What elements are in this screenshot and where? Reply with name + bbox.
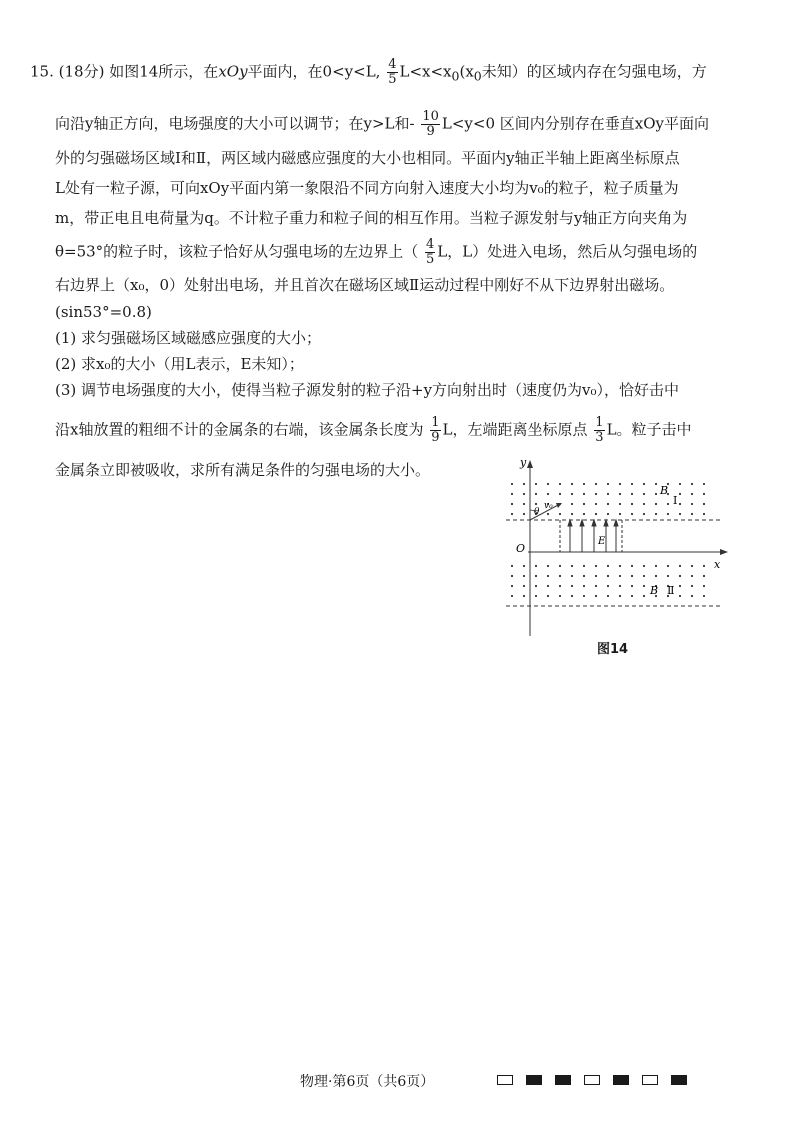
field-dot	[667, 575, 669, 577]
field-dot	[655, 565, 657, 567]
question-2: (2) 求x₀的大小（用L表示，E未知）；	[55, 355, 304, 373]
field-dot	[619, 483, 621, 485]
field-dot	[559, 585, 561, 587]
region-1-field-label: B	[660, 484, 669, 497]
text-segment: 如图14所示，在	[109, 62, 219, 81]
fraction-4-5-b	[425, 238, 435, 267]
electric-field-label: E	[598, 536, 606, 547]
region-2-label: Ⅱ	[667, 584, 675, 597]
field-dot	[583, 565, 585, 567]
scan-mark	[526, 1075, 542, 1085]
text-segment: (x	[459, 62, 474, 81]
fraction-1-9	[430, 416, 440, 445]
field-dot	[619, 503, 621, 505]
field-dot	[571, 503, 573, 505]
field-dot	[571, 575, 573, 577]
field-dot	[571, 585, 573, 587]
field-dot	[535, 585, 537, 587]
field-dot	[619, 595, 621, 597]
figure-caption: 图14	[597, 642, 629, 657]
fraction-denominator: 9	[426, 124, 435, 139]
field-dot	[631, 565, 633, 567]
field-dot	[511, 483, 513, 485]
fraction-denominator: 5	[388, 72, 397, 87]
field-dot	[583, 585, 585, 587]
field-dot	[559, 483, 561, 485]
field-dot	[631, 503, 633, 505]
field-dot	[619, 585, 621, 587]
field-dot	[607, 585, 609, 587]
field-dot	[583, 595, 585, 597]
field-dot	[679, 575, 681, 577]
field-dot	[691, 595, 693, 597]
text-segment: L。粒子击中	[606, 420, 692, 439]
scan-marks	[497, 1075, 687, 1085]
velocity-label: v₀	[544, 501, 553, 511]
text-segment: 平面内，在0<y<L,	[247, 62, 381, 81]
field-dot	[595, 585, 597, 587]
fraction-10-9	[421, 110, 440, 139]
field-dot	[595, 513, 597, 515]
problem-line-4: L处有一粒子源，可向xOy平面内第一象限沿不同方向射入速度大小均为v₀的粒子，粒子质量为	[55, 179, 679, 197]
field-dot	[547, 585, 549, 587]
field-dot	[655, 513, 657, 515]
fraction-denominator: 3	[595, 430, 604, 445]
scan-mark	[497, 1075, 513, 1085]
field-dot	[667, 565, 669, 567]
text-segment: 未知）的区域内存在匀强电场，方	[481, 62, 707, 81]
field-dot	[523, 565, 525, 567]
field-dot	[523, 595, 525, 597]
field-dot	[523, 585, 525, 587]
field-dot	[559, 595, 561, 597]
problem-line-7: 右边界上（x₀，0）处射出电场，并且首次在磁场区域Ⅱ运动过程中刚好不从下边界射出磁场。	[55, 276, 675, 294]
problem-number: 15.	[30, 62, 54, 81]
field-dot	[643, 503, 645, 505]
field-dot	[619, 565, 621, 567]
text-segment: 向沿y轴正方向，电场强度的大小可以调节；在y>L和-	[55, 114, 415, 133]
fraction-denominator: 9	[431, 430, 440, 445]
field-dot	[619, 513, 621, 515]
field-dot	[631, 513, 633, 515]
text-segment: L，左端距离坐标原点	[442, 420, 588, 439]
fraction-numerator: 1	[431, 415, 440, 430]
field-dot	[619, 493, 621, 495]
field-dot	[643, 513, 645, 515]
field-dot	[595, 575, 597, 577]
problem-line-8: (sin53°=0.8)	[55, 303, 152, 321]
field-dot	[571, 595, 573, 597]
field-dot	[703, 575, 705, 577]
field-dot	[511, 503, 513, 505]
field-dot	[535, 565, 537, 567]
question-3-line-2	[55, 416, 692, 445]
fraction-numerator: 10	[422, 109, 439, 124]
field-dot	[535, 503, 537, 505]
field-dot	[583, 493, 585, 495]
x-axis-arrow	[720, 549, 728, 555]
scan-mark	[584, 1075, 600, 1085]
field-dot	[607, 513, 609, 515]
page-footer	[0, 1071, 800, 1095]
field-dot	[607, 503, 609, 505]
text-segment: θ=53°的粒子时，该粒子恰好从匀强电场的左边界上（	[55, 242, 419, 261]
field-dot	[631, 493, 633, 495]
field-dot	[571, 513, 573, 515]
field-dot	[691, 483, 693, 485]
field-dot	[607, 483, 609, 485]
problem-line-1	[30, 58, 707, 87]
fraction-4-5	[387, 58, 397, 87]
field-dot	[535, 483, 537, 485]
problem-line-5: m，带正电且电荷量为q。不计粒子重力和粒子间的相互作用。当粒子源发射与y轴正方向夹角为	[55, 209, 688, 227]
field-dot	[703, 503, 705, 505]
problem-line-6	[55, 238, 697, 267]
field-dot	[679, 483, 681, 485]
field-dot	[523, 575, 525, 577]
field-dot	[631, 595, 633, 597]
page-number-text: 物理·第6页（共6页）	[300, 1074, 435, 1090]
field-dot	[667, 503, 669, 505]
field-dot	[511, 585, 513, 587]
question-3-line-3: 金属条立即被吸收，求所有满足条件的匀强电场的大小。	[55, 461, 431, 479]
field-dot	[643, 585, 645, 587]
fraction-numerator: 4	[425, 237, 435, 252]
field-dot	[607, 565, 609, 567]
field-dot	[691, 493, 693, 495]
field-dot	[631, 575, 633, 577]
field-dot	[619, 575, 621, 577]
subscript: 0	[451, 68, 460, 84]
region-2-field-label: B	[650, 584, 659, 597]
field-dot	[583, 503, 585, 505]
field-dot	[583, 513, 585, 515]
field-dot	[571, 565, 573, 567]
field-dot	[595, 595, 597, 597]
field-dot	[571, 493, 573, 495]
scan-mark	[613, 1075, 629, 1085]
field-dot	[655, 493, 657, 495]
angle-label: θ	[534, 507, 540, 517]
field-dot	[535, 575, 537, 577]
field-dot	[631, 483, 633, 485]
field-dot	[679, 595, 681, 597]
field-dot	[679, 513, 681, 515]
question-3-line-1: (3) 调节电场强度的大小，使得当粒子源发射的粒子沿+y方向射出时（速度仍为v₀），恰好击中	[55, 381, 680, 399]
field-dot	[595, 503, 597, 505]
field-dot	[643, 575, 645, 577]
subscript: 0	[473, 68, 482, 84]
field-dot	[691, 585, 693, 587]
text-segment: xOy	[218, 62, 248, 81]
field-dot	[607, 575, 609, 577]
field-dot	[679, 503, 681, 505]
region-1-label: Ⅰ	[673, 494, 678, 507]
field-dot	[559, 493, 561, 495]
field-dot	[547, 595, 549, 597]
field-dot	[547, 565, 549, 567]
text-segment: 沿x轴放置的粗细不计的金属条的右端，该金属条长度为	[55, 420, 424, 439]
field-dot	[583, 483, 585, 485]
field-dot	[691, 575, 693, 577]
field-dot	[535, 493, 537, 495]
origin-label: O	[516, 542, 526, 555]
field-dot	[703, 493, 705, 495]
y-axis-arrow	[527, 460, 533, 468]
field-dot	[643, 565, 645, 567]
field-dot	[523, 483, 525, 485]
scan-mark	[671, 1075, 687, 1085]
fraction-numerator: 4	[388, 57, 397, 72]
field-dot	[559, 513, 561, 515]
field-dot	[511, 565, 513, 567]
field-dot	[595, 493, 597, 495]
text-segment: L<x<x	[399, 62, 452, 81]
x-axis-label: x	[714, 558, 721, 571]
field-dot	[679, 585, 681, 587]
field-dot	[703, 585, 705, 587]
field-dot	[523, 503, 525, 505]
field-dot	[523, 513, 525, 515]
field-dot	[607, 595, 609, 597]
field-dot	[595, 565, 597, 567]
scan-mark	[642, 1075, 658, 1085]
figure-14-diagram	[500, 456, 730, 656]
field-dot	[547, 493, 549, 495]
field-dot	[643, 493, 645, 495]
field-dot	[595, 483, 597, 485]
field-dot	[607, 493, 609, 495]
field-dot	[643, 595, 645, 597]
field-dot	[631, 585, 633, 587]
field-dot	[511, 513, 513, 515]
field-dot	[667, 513, 669, 515]
question-1: (1) 求匀强磁场区域磁感应强度的大小；	[55, 329, 322, 347]
field-dot	[655, 483, 657, 485]
field-dot	[523, 493, 525, 495]
field-dot	[511, 595, 513, 597]
problem-points: (18分)	[58, 62, 105, 81]
problem-line-2	[55, 110, 709, 139]
field-dot	[571, 483, 573, 485]
field-dot	[703, 595, 705, 597]
field-dot	[655, 575, 657, 577]
field-dot	[559, 575, 561, 577]
field-dot	[583, 575, 585, 577]
region-2-field-dots	[511, 565, 705, 597]
field-dot	[511, 575, 513, 577]
fraction-1-3	[594, 416, 604, 445]
field-dot	[691, 513, 693, 515]
fraction-denominator: 5	[425, 252, 435, 267]
field-dot	[703, 565, 705, 567]
field-dot	[679, 565, 681, 567]
field-dot	[547, 575, 549, 577]
text-segment: L，L）处进入电场，然后从匀强电场的	[437, 242, 698, 261]
y-axis-label: y	[520, 456, 527, 469]
field-dot	[679, 493, 681, 495]
field-dot	[535, 595, 537, 597]
field-dot	[559, 565, 561, 567]
field-dot	[703, 483, 705, 485]
electric-field-lines	[568, 520, 618, 552]
problem-line-3: 外的匀强磁场区域Ⅰ和Ⅱ，两区域内磁感应强度的大小也相同。平面内y轴正半轴上距离坐标原点	[55, 149, 680, 167]
field-dot	[691, 503, 693, 505]
field-dot	[643, 483, 645, 485]
field-dot	[703, 513, 705, 515]
scan-mark	[555, 1075, 571, 1085]
field-dot	[655, 503, 657, 505]
field-dot	[547, 483, 549, 485]
field-dot	[547, 513, 549, 515]
text-segment: L<y<0 区间内分别存在垂直xOy平面向	[441, 114, 710, 133]
field-dot	[691, 565, 693, 567]
fraction-numerator: 1	[595, 415, 604, 430]
field-dot	[511, 493, 513, 495]
